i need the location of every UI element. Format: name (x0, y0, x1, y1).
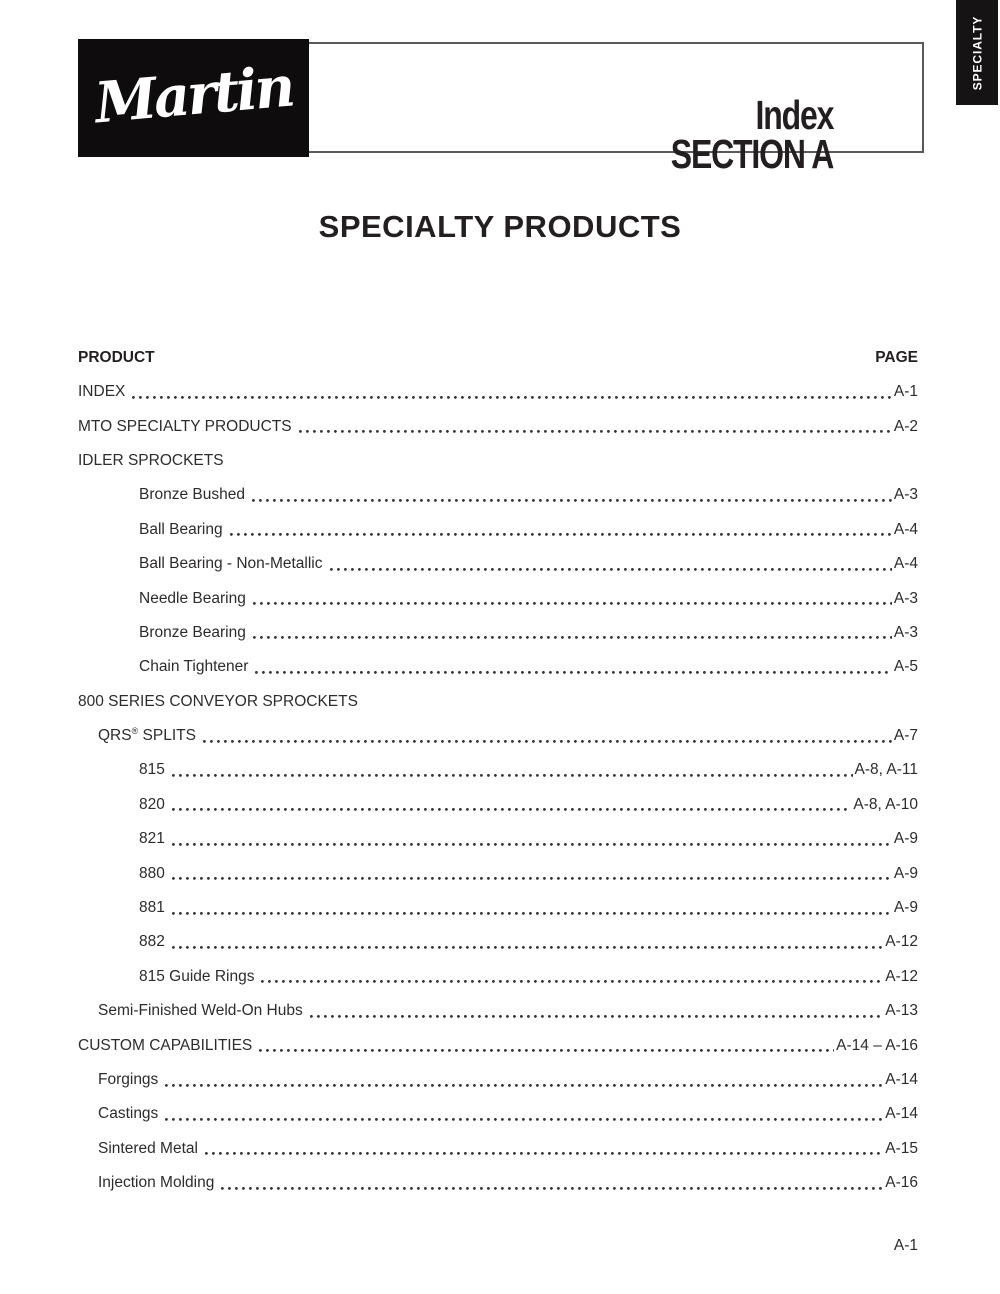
toc-row (78, 719, 918, 753)
toc-entry-label: Bronze Bushed (139, 486, 245, 504)
toc-row (78, 891, 918, 925)
toc-entry-page: A-9 (893, 864, 918, 882)
toc-entry-page: A-14 – A-16 (836, 1036, 918, 1054)
toc-list (78, 375, 918, 1200)
toc-row (78, 409, 918, 443)
toc-row (78, 444, 918, 478)
toc-row (78, 753, 918, 787)
toc-entry-label: Injection Molding (98, 1174, 215, 1192)
toc-entry-label: Semi-Finished Weld-On Hubs (98, 1002, 303, 1020)
page-number: A-1 (893, 1237, 918, 1254)
header-section-label: SECTION A (670, 131, 833, 177)
toc-row (78, 1132, 918, 1166)
toc-row (78, 994, 918, 1028)
toc-row (78, 1166, 918, 1200)
toc-entry-page: A-14 (885, 1071, 918, 1088)
dot-leader (165, 1084, 883, 1087)
table-of-contents (78, 341, 918, 1200)
dot-leader (259, 1049, 834, 1052)
toc-row (78, 478, 918, 512)
dot-leader (172, 774, 853, 777)
toc-entry-page: A-3 (893, 623, 918, 641)
dot-leader (253, 636, 892, 639)
toc-entry-page: A-9 (893, 899, 918, 917)
dot-leader (172, 843, 892, 846)
dot-leader (230, 533, 892, 536)
toc-entry-label: 820 (139, 795, 165, 813)
toc-entry-page: A-4 (893, 520, 918, 538)
dot-leader (310, 1015, 884, 1018)
toc-entry-label: 815 (139, 761, 165, 779)
toc-page-header: PAGE (875, 349, 918, 366)
toc-entry-page: A-15 (885, 1139, 918, 1157)
toc-entry-label: Needle Bearing (139, 589, 246, 607)
martin-logo-text: Martin (91, 53, 295, 137)
toc-entry-page: A-2 (893, 417, 918, 435)
toc-entry-page: A-12 (885, 967, 918, 985)
dot-leader (205, 1152, 883, 1155)
dot-leader (261, 980, 883, 983)
toc-row (78, 581, 918, 615)
dot-leader (172, 946, 883, 949)
toc-entry-label: 815 Guide Rings (139, 967, 255, 985)
header-title-block (625, 92, 833, 177)
toc-entry-page: A-5 (893, 658, 918, 676)
toc-entry-label: Ball Bearing - Non-Metallic (139, 555, 323, 573)
toc-entry-label: 880 (139, 864, 165, 882)
dot-leader (203, 740, 892, 743)
dot-leader (330, 568, 892, 571)
toc-entry-label: CUSTOM CAPABILITIES (78, 1036, 253, 1054)
toc-entry-label: Forgings (98, 1071, 159, 1088)
toc-entry-label: INDEX (78, 383, 126, 401)
dot-leader (172, 912, 892, 915)
toc-entry-page: A-3 (893, 486, 918, 504)
toc-row (78, 1097, 918, 1131)
martin-logo (78, 39, 309, 157)
toc-row (78, 1028, 918, 1062)
toc-row (78, 925, 918, 959)
toc-column-headers (78, 341, 918, 375)
dot-leader (132, 396, 892, 399)
dot-leader (252, 499, 892, 502)
toc-entry-label: Sintered Metal (98, 1139, 198, 1157)
toc-product-header: PRODUCT (78, 349, 155, 366)
toc-entry-label: Castings (98, 1105, 159, 1123)
toc-entry-label: Bronze Bearing (139, 623, 246, 641)
toc-row (78, 375, 918, 409)
dot-leader (165, 1118, 883, 1121)
toc-row (78, 513, 918, 547)
toc-entry-page: A-7 (893, 727, 918, 745)
toc-row (78, 547, 918, 581)
toc-entry-page: A-13 (885, 1002, 918, 1020)
dot-leader (299, 430, 892, 433)
dot-leader (172, 877, 892, 880)
toc-row (78, 822, 918, 856)
toc-row (78, 788, 918, 822)
toc-row (78, 960, 918, 994)
toc-entry-page: A-16 (885, 1174, 918, 1192)
toc-row (78, 685, 918, 719)
dot-leader (255, 671, 891, 674)
toc-entry-page: A-1 (893, 383, 918, 401)
toc-entry-label: Chain Tightener (139, 658, 249, 676)
toc-entry-label: 821 (139, 830, 165, 848)
toc-entry-page: A-9 (893, 830, 918, 848)
section-side-tab (956, 0, 998, 105)
toc-entry-label: MTO SPECIALTY PRODUCTS (78, 417, 292, 435)
toc-entry-page: A-14 (885, 1105, 918, 1123)
toc-entry-page: A-3 (893, 589, 918, 607)
toc-row (78, 650, 918, 684)
dot-leader (172, 808, 852, 811)
toc-entry-label: Ball Bearing (139, 520, 223, 538)
dot-leader (253, 602, 892, 605)
toc-entry-page: A-8, A-10 (853, 795, 918, 813)
header-index-label: Index (755, 92, 833, 138)
toc-entry-page: A-8, A-11 (854, 761, 918, 779)
toc-entry-label: 800 SERIES CONVEYOR SPROCKETS (78, 692, 358, 710)
toc-entry-page: A-4 (893, 555, 918, 573)
toc-row (78, 856, 918, 890)
dot-leader (221, 1187, 883, 1190)
toc-entry-label: 881 (139, 899, 165, 917)
toc-entry-page: A-12 (885, 933, 918, 951)
toc-row (78, 616, 918, 650)
page-title: SPECIALTY PRODUCTS (318, 209, 682, 244)
section-side-tab-label: SPECIALTY (970, 15, 984, 90)
toc-entry-label: QRS® SPLITS (98, 725, 196, 745)
toc-row (78, 1063, 918, 1097)
toc-entry-label: 882 (139, 933, 165, 951)
toc-entry-label: IDLER SPROCKETS (78, 451, 224, 469)
